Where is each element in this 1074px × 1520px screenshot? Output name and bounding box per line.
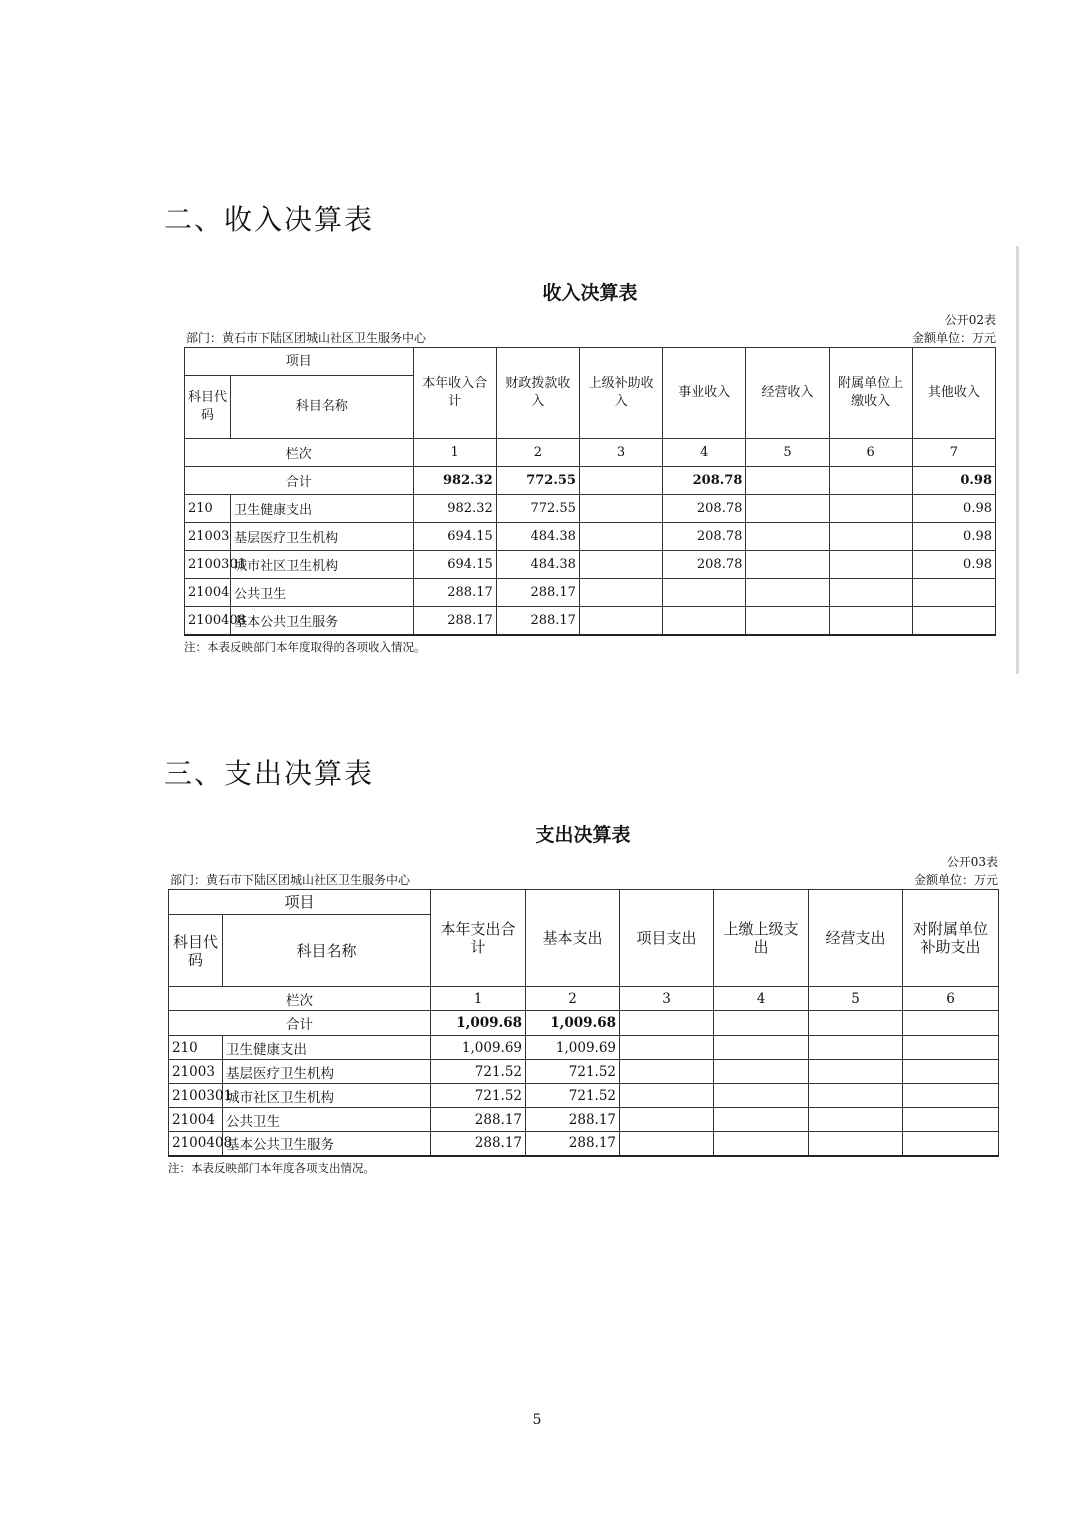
- table-cell: [809, 1060, 903, 1084]
- table-cell: [746, 523, 829, 551]
- col-header: 事业收入: [663, 348, 746, 439]
- table-cell: [579, 495, 662, 523]
- code-cell: 21003: [169, 1060, 223, 1084]
- table-cell: [809, 1036, 903, 1060]
- income-table-block: [184, 278, 996, 655]
- index-cell: 6: [903, 987, 999, 1011]
- table-cell: [714, 1060, 809, 1084]
- index-label: 栏次: [169, 987, 431, 1011]
- table-cell: [620, 1084, 714, 1108]
- table-cell: [714, 1132, 809, 1156]
- index-cell: 2: [526, 987, 620, 1011]
- department-label: 部门：黄石市下陆区团城山社区卫生服务中心: [186, 331, 427, 345]
- table-cell: 1,009.68: [526, 1011, 620, 1036]
- name-cell: 基层医疗卫生机构: [223, 1060, 431, 1084]
- table-cell: 208.78: [663, 551, 746, 579]
- name-cell: 公共卫生: [223, 1108, 431, 1132]
- col-header: 基本支出: [526, 890, 620, 987]
- table-cell: 288.17: [431, 1132, 526, 1156]
- total-row: [169, 1011, 999, 1036]
- col-header: 经营收入: [746, 348, 829, 439]
- table-cell: [620, 1132, 714, 1156]
- scan-edge-divider: [1016, 246, 1019, 674]
- table-row: [185, 523, 996, 551]
- col-header: 经营支出: [809, 890, 903, 987]
- table-cell: [579, 607, 662, 635]
- index-row: [185, 439, 996, 467]
- table-row: [169, 1084, 999, 1108]
- table-cell: 982.32: [413, 467, 496, 495]
- table-cell: 208.78: [663, 495, 746, 523]
- index-cell: 6: [829, 439, 912, 467]
- income-table: [184, 347, 996, 636]
- table-cell: 982.32: [413, 495, 496, 523]
- table-cell: 721.52: [526, 1084, 620, 1108]
- department-label: 部门：黄石市下陆区团城山社区卫生服务中心: [170, 873, 411, 887]
- name-cell: 城市社区卫生机构: [223, 1084, 431, 1108]
- col-header: 财政拨款收入: [496, 348, 579, 439]
- name-cell: 卫生健康支出: [231, 495, 413, 523]
- table-row: [185, 607, 996, 635]
- name-cell: 基本公共卫生服务: [223, 1132, 431, 1156]
- table-cell: [809, 1011, 903, 1036]
- total-row: [185, 467, 996, 495]
- table-cell: [579, 579, 662, 607]
- income-table-title: 收入决算表: [542, 282, 638, 304]
- table-cell: [714, 1084, 809, 1108]
- table-cell: [663, 607, 746, 635]
- table-cell: [620, 1011, 714, 1036]
- table-row: [169, 1036, 999, 1060]
- name-cell: 公共卫生: [231, 579, 413, 607]
- table-cell: [746, 495, 829, 523]
- col-header: 项目支出: [620, 890, 714, 987]
- project-header: 项目: [185, 348, 414, 376]
- table-row: [169, 1108, 999, 1132]
- table-cell: 694.15: [413, 551, 496, 579]
- table-cell: [903, 1132, 999, 1156]
- code-cell: 2100301: [185, 551, 231, 579]
- table-cell: [903, 1108, 999, 1132]
- table-cell: 208.78: [663, 467, 746, 495]
- table-cell: [579, 467, 662, 495]
- table-cell: [809, 1108, 903, 1132]
- expenditure-table: [168, 889, 999, 1157]
- code-cell: 21004: [169, 1108, 223, 1132]
- table-row: [185, 551, 996, 579]
- name-cell: 基层医疗卫生机构: [231, 523, 413, 551]
- table-cell: [829, 523, 912, 551]
- index-cell: 3: [579, 439, 662, 467]
- index-cell: 2: [496, 439, 579, 467]
- name-header: 科目名称: [231, 376, 413, 439]
- expenditure-table-title: 支出决算表: [535, 824, 631, 846]
- table-cell: 288.17: [413, 607, 496, 635]
- table-cell: 1,009.69: [526, 1036, 620, 1060]
- table-cell: [903, 1060, 999, 1084]
- table-cell: 208.78: [663, 523, 746, 551]
- table-cell: [829, 495, 912, 523]
- expenditure-section-heading: 三、支出决算表: [164, 757, 375, 790]
- index-label: 栏次: [185, 439, 414, 467]
- name-cell: 城市社区卫生机构: [231, 551, 413, 579]
- col-header: 其他收入: [912, 348, 995, 439]
- code-cell: 2100301: [169, 1084, 223, 1108]
- table-row: [185, 495, 996, 523]
- page-number: 5: [532, 1412, 542, 1428]
- table-cell: 0.98: [912, 467, 995, 495]
- col-header: 上级补助收入: [579, 348, 662, 439]
- table-cell: [579, 523, 662, 551]
- table-cell: [829, 467, 912, 495]
- table-cell: [663, 579, 746, 607]
- table-cell: 1,009.69: [431, 1036, 526, 1060]
- table-cell: [912, 579, 995, 607]
- index-cell: 7: [912, 439, 995, 467]
- table-cell: 288.17: [413, 579, 496, 607]
- expenditure-table-block: [168, 820, 998, 1176]
- index-cell: 1: [431, 987, 526, 1011]
- code-cell: 2100408: [185, 607, 231, 635]
- table-cell: 721.52: [526, 1060, 620, 1084]
- code-cell: 210: [185, 495, 231, 523]
- table-cell: 0.98: [912, 495, 995, 523]
- header-row: [185, 348, 996, 376]
- unit-label: 金额单位：万元: [911, 331, 996, 345]
- name-header: 科目名称: [223, 915, 431, 987]
- table-cell: [829, 579, 912, 607]
- name-cell: 基本公共卫生服务: [231, 607, 413, 635]
- form-number: 公开02表: [944, 313, 996, 327]
- code-header: 科目代码: [185, 376, 231, 439]
- col-header: 本年收入合计: [413, 348, 496, 439]
- col-header: 本年支出合计: [431, 890, 526, 987]
- table-cell: 484.38: [496, 551, 579, 579]
- name-cell: 卫生健康支出: [223, 1036, 431, 1060]
- index-cell: 1: [413, 439, 496, 467]
- table-cell: [746, 551, 829, 579]
- table-cell: [903, 1084, 999, 1108]
- income-table-note: 注：本表反映部门本年度取得的各项收入情况。: [184, 639, 426, 654]
- table-row: [185, 579, 996, 607]
- table-cell: 288.17: [526, 1108, 620, 1132]
- col-header: 对附属单位补助支出: [903, 890, 999, 987]
- code-cell: 2100408: [169, 1132, 223, 1156]
- table-cell: 288.17: [496, 579, 579, 607]
- table-cell: [829, 607, 912, 635]
- table-cell: 484.38: [496, 523, 579, 551]
- index-cell: 5: [809, 987, 903, 1011]
- expenditure-table-note: 注：本表反映部门本年度各项支出情况。: [168, 1160, 375, 1175]
- total-label: 合计: [169, 1011, 431, 1036]
- index-cell: 4: [663, 439, 746, 467]
- table-cell: 772.55: [496, 495, 579, 523]
- table-cell: 772.55: [496, 467, 579, 495]
- index-cell: 4: [714, 987, 809, 1011]
- table-cell: [829, 551, 912, 579]
- table-cell: 0.98: [912, 551, 995, 579]
- index-cell: 5: [746, 439, 829, 467]
- table-cell: [746, 579, 829, 607]
- table-cell: [714, 1011, 809, 1036]
- index-cell: 3: [620, 987, 714, 1011]
- table-cell: [620, 1036, 714, 1060]
- table-cell: 694.15: [413, 523, 496, 551]
- table-cell: 0.98: [912, 523, 995, 551]
- table-cell: [903, 1036, 999, 1060]
- header-row: [169, 890, 999, 915]
- table-cell: [746, 607, 829, 635]
- table-cell: [620, 1060, 714, 1084]
- table-cell: [912, 607, 995, 635]
- code-cell: 21004: [185, 579, 231, 607]
- table-cell: [579, 551, 662, 579]
- code-header: 科目代码: [169, 915, 223, 987]
- table-cell: [714, 1036, 809, 1060]
- table-cell: [903, 1011, 999, 1036]
- project-header: 项目: [169, 890, 431, 915]
- table-cell: 288.17: [496, 607, 579, 635]
- table-cell: 721.52: [431, 1060, 526, 1084]
- table-cell: 288.17: [431, 1108, 526, 1132]
- table-cell: [746, 467, 829, 495]
- table-cell: 288.17: [526, 1132, 620, 1156]
- table-cell: 721.52: [431, 1084, 526, 1108]
- table-cell: [620, 1108, 714, 1132]
- col-header: 上缴上级支出: [714, 890, 809, 987]
- code-cell: 21003: [185, 523, 231, 551]
- index-row: [169, 987, 999, 1011]
- table-cell: [809, 1132, 903, 1156]
- unit-label: 金额单位：万元: [913, 873, 998, 887]
- income-section-heading: 二、收入决算表: [164, 203, 375, 236]
- form-number: 公开03表: [946, 855, 998, 869]
- code-cell: 210: [169, 1036, 223, 1060]
- col-header: 附属单位上缴收入: [829, 348, 912, 439]
- table-row: [169, 1132, 999, 1156]
- table-cell: [809, 1084, 903, 1108]
- table-cell: [714, 1108, 809, 1132]
- table-row: [169, 1060, 999, 1084]
- total-label: 合计: [185, 467, 414, 495]
- table-cell: 1,009.68: [431, 1011, 526, 1036]
